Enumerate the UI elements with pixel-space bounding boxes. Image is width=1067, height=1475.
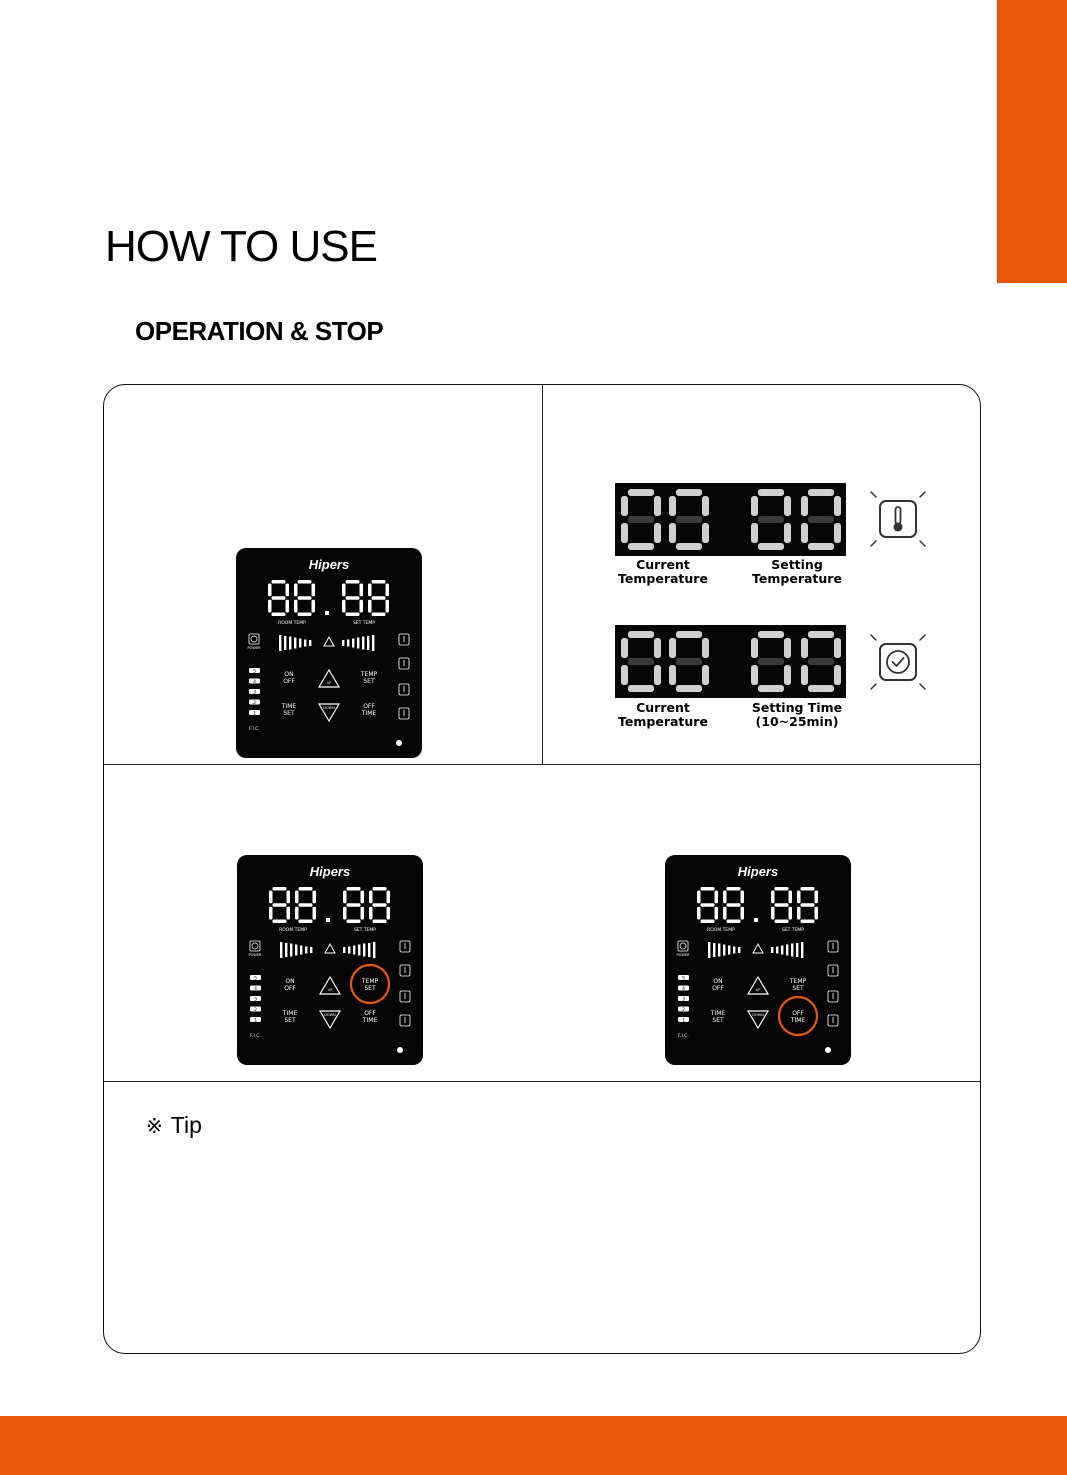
- level-bar-graph: [708, 942, 803, 958]
- check-circle-icon: [866, 630, 930, 694]
- footer-bar: [0, 1416, 1067, 1475]
- control-panel-image: [236, 548, 422, 758]
- svg-text:SET: SET: [283, 710, 295, 717]
- control-panel-off-time-image: [665, 855, 851, 1065]
- svg-text:SET: SET: [792, 985, 804, 992]
- brand-logo: Hipers: [737, 864, 779, 879]
- svg-text:TIME: TIME: [710, 1010, 726, 1017]
- reference-mark: ※: [146, 1114, 163, 1138]
- svg-text:UP: UP: [327, 988, 333, 992]
- brand-logo: Hipers: [309, 864, 351, 879]
- svg-text:DOWN: DOWN: [323, 706, 335, 710]
- svg-text:1: 1: [682, 1018, 685, 1024]
- svg-text:OFF: OFF: [792, 1010, 804, 1017]
- chapter-tab: [997, 0, 1067, 283]
- setting-temperature-label: Setting Temperature: [752, 557, 842, 586]
- svg-text:POWER: POWER: [247, 646, 261, 650]
- svg-text:4: 4: [682, 986, 685, 992]
- column-divider: [542, 385, 543, 764]
- svg-text:SET: SET: [364, 985, 376, 992]
- svg-text:OFF: OFF: [364, 1010, 376, 1017]
- svg-text:F.I.C.: F.I.C.: [249, 727, 260, 732]
- room-temp-label: ROOM TEMP: [279, 928, 307, 933]
- row-divider-1: [104, 764, 981, 765]
- control-panel-temp-set-image: [237, 855, 423, 1065]
- current-temperature-label-2: Current Temperature: [618, 700, 708, 729]
- set-temp-label: SET TEMP: [353, 928, 377, 933]
- panel-graphic: [236, 548, 422, 758]
- svg-text:TEMP: TEMP: [360, 671, 378, 678]
- panel-digits: [697, 887, 818, 923]
- level-bar-graph: [279, 635, 374, 651]
- panel-digits: [268, 580, 389, 616]
- segment-graphic: [615, 483, 846, 556]
- svg-text:TEMP: TEMP: [789, 978, 807, 985]
- power-icon: [250, 941, 260, 951]
- segment-display-temperature: [615, 483, 846, 556]
- svg-text:F.I.C.: F.I.C.: [250, 1034, 261, 1039]
- room-temp-label: ROOM TEMP: [707, 928, 735, 933]
- svg-text:TIME: TIME: [790, 1017, 806, 1024]
- page-title: HOW TO USE: [105, 222, 377, 271]
- level-bar-graph: [280, 942, 375, 958]
- svg-text:1: 1: [254, 1018, 257, 1024]
- svg-text:4: 4: [253, 679, 256, 685]
- svg-text:5: 5: [253, 669, 256, 675]
- panel-graphic: [665, 855, 851, 1065]
- svg-text:3: 3: [682, 997, 685, 1003]
- svg-text:5: 5: [682, 976, 685, 982]
- svg-text:OFF: OFF: [284, 985, 296, 992]
- svg-text:SET: SET: [712, 1017, 724, 1024]
- svg-text:TIME: TIME: [361, 710, 377, 717]
- tip-label: Tip: [170, 1112, 202, 1138]
- svg-text:OFF: OFF: [712, 985, 724, 992]
- svg-text:ON: ON: [284, 671, 294, 678]
- panel-digits: [269, 887, 390, 923]
- row-divider-2: [104, 1081, 981, 1082]
- thermometer-icon: [866, 487, 930, 551]
- brand-logo: Hipers: [308, 557, 350, 572]
- svg-text:1: 1: [253, 711, 256, 717]
- svg-text:F.I.C.: F.I.C.: [678, 1034, 689, 1039]
- svg-text:UP: UP: [755, 988, 761, 992]
- room-temp-label: ROOM TEMP: [278, 621, 306, 626]
- svg-text:2: 2: [253, 700, 256, 706]
- set-temp-label: SET TEMP: [352, 621, 376, 626]
- segment-graphic: [615, 625, 846, 698]
- svg-text:2: 2: [254, 1007, 257, 1013]
- svg-text:TEMP: TEMP: [361, 978, 379, 985]
- svg-text:5: 5: [254, 976, 257, 982]
- svg-text:DOWN: DOWN: [324, 1013, 336, 1017]
- setting-time-label: Setting Time (10~25min): [751, 700, 843, 729]
- section-title: OPERATION & STOP: [135, 316, 384, 346]
- tip-heading: [146, 1112, 202, 1139]
- svg-text:DOWN: DOWN: [752, 1013, 764, 1017]
- power-icon: [249, 634, 259, 644]
- svg-text:ON: ON: [285, 978, 295, 985]
- svg-text:4: 4: [254, 986, 257, 992]
- svg-text:TIME: TIME: [362, 1017, 378, 1024]
- power-icon: [678, 941, 688, 951]
- svg-text:OFF: OFF: [283, 678, 295, 685]
- svg-text:3: 3: [254, 997, 257, 1003]
- svg-text:TIME: TIME: [282, 1010, 298, 1017]
- svg-text:SET: SET: [284, 1017, 296, 1024]
- svg-text:3: 3: [253, 690, 256, 696]
- set-temp-label: SET TEMP: [781, 928, 805, 933]
- panel-graphic: [237, 855, 423, 1065]
- svg-text:ON: ON: [713, 978, 723, 985]
- svg-text:POWER: POWER: [676, 953, 690, 957]
- svg-text:POWER: POWER: [248, 953, 262, 957]
- svg-text:TIME: TIME: [281, 703, 297, 710]
- svg-text:OFF: OFF: [363, 703, 375, 710]
- svg-text:UP: UP: [326, 681, 332, 685]
- current-temperature-label: Current Temperature: [618, 557, 708, 586]
- svg-text:SET: SET: [363, 678, 375, 685]
- svg-text:2: 2: [682, 1007, 685, 1013]
- segment-display-time: [615, 625, 846, 698]
